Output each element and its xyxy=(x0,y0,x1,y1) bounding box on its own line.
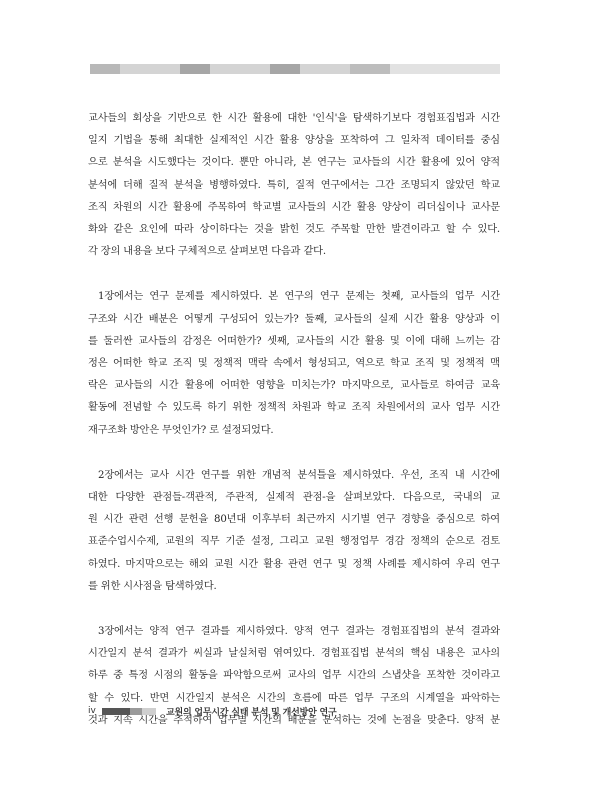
paragraph-intro-continued xyxy=(88,108,500,263)
text-line: 를 둘러싼 교사들의 감정은 어떠한가? 셋째, 교사들의 시간 활용 및 이에 대해 느끼는 감 xyxy=(88,335,500,347)
text-line: 시간일지 분석 결과가 씨실과 날실처럼 엮여있다. 경험표집법 분석의 핵심 내용은 교사의 xyxy=(88,648,500,660)
page-number: iv xyxy=(88,706,96,716)
page-footer xyxy=(88,704,508,718)
text-line: 를 위한 시사점을 탐색하였다. xyxy=(88,580,217,592)
text-line: 2장에서는 교사 시간 연구를 위한 개념적 분석틀을 제시하였다. 우선, 조직 내 시간에 xyxy=(98,469,500,481)
header-bar-segment xyxy=(210,64,270,74)
header-bar-segment xyxy=(120,64,180,74)
header-decorative-bar xyxy=(90,64,500,74)
header-bar-segment xyxy=(180,64,210,74)
text-line: 락은 교사들의 시간 활용에 어떠한 영향을 미치는가? 마지막으로, 교사들로 하여금 교육 xyxy=(88,380,500,392)
text-line: 구조와 시간 배분은 어떻게 구성되어 있는가? 둘째, 교사들의 실제 시간 활용 양상과 이 xyxy=(88,313,500,325)
text-line: 정은 어떠한 학교 조직 및 정책적 맥락 속에서 형성되고, 역으로 학교 조직 및 정책적 맥 xyxy=(88,358,500,370)
header-bar-segment xyxy=(350,64,390,74)
text-line: 교사들의 회상을 기반으로 한 시간 활용에 대한 '인식'을 탐색하기보다 경험표집법과 시간 xyxy=(88,113,500,124)
footer-decorative-bar xyxy=(102,708,156,715)
text-line: 일지 기법을 통해 최대한 실제적인 시간 활용 양상을 포착하여 그 일차적 데이터를 중심 xyxy=(88,135,500,147)
header-bar-segment xyxy=(300,64,350,74)
running-title: 교원의 업무시간 실태 분석 및 개선방안 연구 xyxy=(166,707,337,718)
header-bar-segment xyxy=(90,64,120,74)
text-line: 1장에서는 연구 문제를 제시하였다. 본 연구의 연구 문제는 첫째, 교사들의 업무 시간 xyxy=(98,291,500,303)
text-line: 으로 분석을 시도했다는 것이다. 뿐만 아니라, 본 연구는 교사들의 시간 활용에 있어 양적 xyxy=(88,157,500,169)
text-line: 조직 차원의 시간 활용에 주목하여 학교별 교사들의 시간 활용 양상이 리더십이나 교사문 xyxy=(88,201,500,213)
paragraph-chapter-2 xyxy=(88,465,500,598)
paragraph-chapter-1 xyxy=(88,286,500,441)
text-line: 할 수 있다. 반면 시간일지 분석은 시간의 흐름에 따른 업무 구조의 시계열을 파악하는 xyxy=(88,692,500,704)
footer-bar-segment xyxy=(142,708,156,715)
text-line: 하였다. 마지막으로는 해외 교원 시간 활용 관련 연구 및 정책 사례를 제시하여 우리 연구 xyxy=(88,558,500,570)
document-body xyxy=(88,108,500,755)
text-line: 것과 지속 시간을 추적하여 업무별 시간의 배분을 분석하는 것에 논점을 맞춘다. 양적 분 xyxy=(88,714,500,726)
text-line: 활동에 전념할 수 있도록 하기 위한 정책적 차원과 학교 조직 차원에서의 교사 업무 시간 xyxy=(88,402,500,414)
text-line: 분석에 더해 질적 분석을 병행하였다. 특히, 질적 연구에서는 그간 조명되지 않았던 학교 xyxy=(88,179,500,191)
header-bar-segment xyxy=(270,64,300,74)
text-line: 표준수업시수제, 교원의 직무 기준 설정, 그리고 교원 행정업무 경감 정책의 순으로 검토 xyxy=(88,536,500,548)
text-line: 3장에서는 양적 연구 결과를 제시하였다. 양적 연구 결과는 경험표집법의 분석 결과와 xyxy=(98,626,500,638)
text-line: 대한 다양한 관점들-객관적, 주관적, 실제적 관점-을 살펴보았다. 다음으로, 국내의 교 xyxy=(88,492,500,504)
text-line: 하루 중 특정 시점의 활동을 파악함으로써 교사의 업무 시간의 스냅샷을 포착한 것이라고 xyxy=(88,670,500,682)
text-line: 각 장의 내용을 보다 구체적으로 살펴보면 다음과 같다. xyxy=(88,246,326,258)
text-line: 재구조화 방안은 무엇인가? 로 설정되었다. xyxy=(88,424,274,436)
text-line: 원 시간 관련 선행 문헌을 80년대 이후부터 최근까지 시기별 연구 경향을 중심으로 하여 xyxy=(88,514,500,526)
footer-bar-segment xyxy=(130,708,142,715)
footer-bar-segment xyxy=(102,708,130,715)
text-line: 화와 같은 요인에 따라 상이하다는 것을 밝힌 것도 주목할 만한 발견이라고 할 수 있다. xyxy=(88,224,500,236)
header-bar-segment xyxy=(390,64,500,74)
